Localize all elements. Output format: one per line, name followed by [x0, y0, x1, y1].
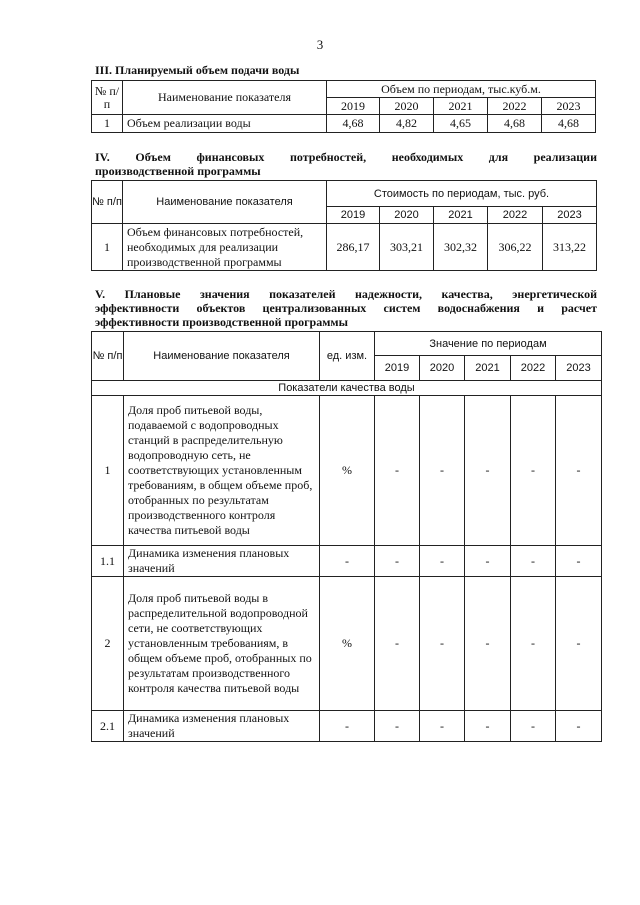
- table-row: [92, 396, 602, 546]
- row-number: 2.1: [92, 711, 124, 742]
- row-value: -: [465, 546, 511, 577]
- row-name: Доля проб питьевой воды, подаваемой с водопроводных станций в распределительную водопроводную сеть, не соответствующих установленным требованиям, в общем объеме проб, отобранных по результатам производственного контроля качества питьевой воды: [124, 396, 320, 546]
- row-value: 4,68: [542, 115, 596, 133]
- year-header: 2022: [488, 207, 543, 224]
- row-value: -: [556, 396, 602, 546]
- col-header-num: № п/п: [92, 332, 124, 381]
- row-value: -: [511, 711, 556, 742]
- row-value: -: [511, 546, 556, 577]
- year-header: 2023: [542, 98, 596, 115]
- row-value: -: [556, 577, 602, 711]
- year-header: 2023: [543, 207, 597, 224]
- row-value: -: [420, 711, 465, 742]
- row-name: Объем реализации воды: [123, 115, 327, 133]
- col-header-periods: Объем по периодам, тыс.куб.м.: [327, 81, 596, 98]
- row-value: -: [511, 396, 556, 546]
- row-value: 302,32: [434, 224, 488, 271]
- row-value: -: [465, 711, 511, 742]
- section4-title-line1: IV. Объем финансовых потребностей, необходимых для реализации: [95, 150, 597, 164]
- table-quality-indicators: [91, 331, 602, 742]
- row-value: 4,68: [327, 115, 380, 133]
- year-header: 2019: [327, 207, 380, 224]
- table-water-supply-volume: [91, 80, 596, 133]
- table-row: [92, 577, 602, 711]
- row-value: 303,21: [380, 224, 434, 271]
- table-row: [92, 546, 602, 577]
- section5-title-line3: эффективности производственной программы: [95, 315, 348, 329]
- year-header: 2020: [380, 98, 434, 115]
- col-header-name: Наименование показателя: [124, 332, 320, 381]
- row-value: -: [556, 711, 602, 742]
- row-number: 1: [92, 224, 123, 271]
- table-financial-needs: [91, 180, 597, 271]
- year-header: 2022: [488, 98, 542, 115]
- row-value: -: [375, 546, 420, 577]
- table-row: [92, 224, 597, 271]
- row-number: 2: [92, 577, 124, 711]
- row-value: 286,17: [327, 224, 380, 271]
- row-value: 4,68: [488, 115, 542, 133]
- row-unit: -: [320, 546, 375, 577]
- col-header-num: № п/п: [92, 181, 123, 224]
- row-value: -: [375, 577, 420, 711]
- row-number: 1: [92, 396, 124, 546]
- row-name: Объем финансовых потребностей, необходимых для реализации производственной программы: [123, 224, 327, 271]
- row-name: Доля проб питьевой воды в распределительной водопроводной сети, не соответствующих установленным требованиям, в общем объеме проб, отобранных по результатам производственного контроля качества питьевой воды: [124, 577, 320, 711]
- section4-title-line2: производственной программы: [95, 164, 261, 178]
- row-name: Динамика изменения плановых значений: [124, 546, 320, 577]
- row-value: 313,22: [543, 224, 597, 271]
- row-number: 1.1: [92, 546, 124, 577]
- row-value: -: [511, 577, 556, 711]
- row-value: -: [375, 711, 420, 742]
- col-header-unit: ед. изм.: [320, 332, 375, 381]
- year-header: 2023: [556, 356, 602, 381]
- table-row: [92, 115, 596, 133]
- row-unit: %: [320, 396, 375, 546]
- section5-title-line1: V. Плановые значения показателей надежности, качества, энергетической: [95, 287, 597, 301]
- row-value: -: [465, 396, 511, 546]
- section5-title-line2: эффективности объектов централизованных систем водоснабжения и расчет: [95, 301, 597, 315]
- year-header: 2022: [511, 356, 556, 381]
- year-header: 2021: [434, 207, 488, 224]
- row-name: Динамика изменения плановых значений: [124, 711, 320, 742]
- row-unit: -: [320, 711, 375, 742]
- row-value: -: [465, 577, 511, 711]
- col-header-name: Наименование показателя: [123, 81, 327, 115]
- year-header: 2020: [420, 356, 465, 381]
- row-value: 4,82: [380, 115, 434, 133]
- col-header-name: Наименование показателя: [123, 181, 327, 224]
- row-value: -: [420, 546, 465, 577]
- row-value: 306,22: [488, 224, 543, 271]
- year-header: 2020: [380, 207, 434, 224]
- col-header-num: № п/п: [92, 81, 123, 115]
- col-header-periods: Стоимость по периодам, тыс. руб.: [327, 181, 597, 207]
- row-value: -: [556, 546, 602, 577]
- row-value: -: [420, 396, 465, 546]
- row-value: 4,65: [434, 115, 488, 133]
- year-header: 2019: [327, 98, 380, 115]
- col-header-periods: Значение по периодам: [375, 332, 602, 356]
- page-number: 3: [316, 37, 324, 52]
- year-header: 2021: [434, 98, 488, 115]
- year-header: 2019: [375, 356, 420, 381]
- table-row: [92, 711, 602, 742]
- year-header: 2021: [465, 356, 511, 381]
- row-unit: %: [320, 577, 375, 711]
- section3-title: III. Планируемый объем подачи воды: [95, 63, 300, 77]
- row-number: 1: [92, 115, 123, 133]
- row-value: -: [375, 396, 420, 546]
- group-header: Показатели качества воды: [92, 381, 602, 396]
- row-value: -: [420, 577, 465, 711]
